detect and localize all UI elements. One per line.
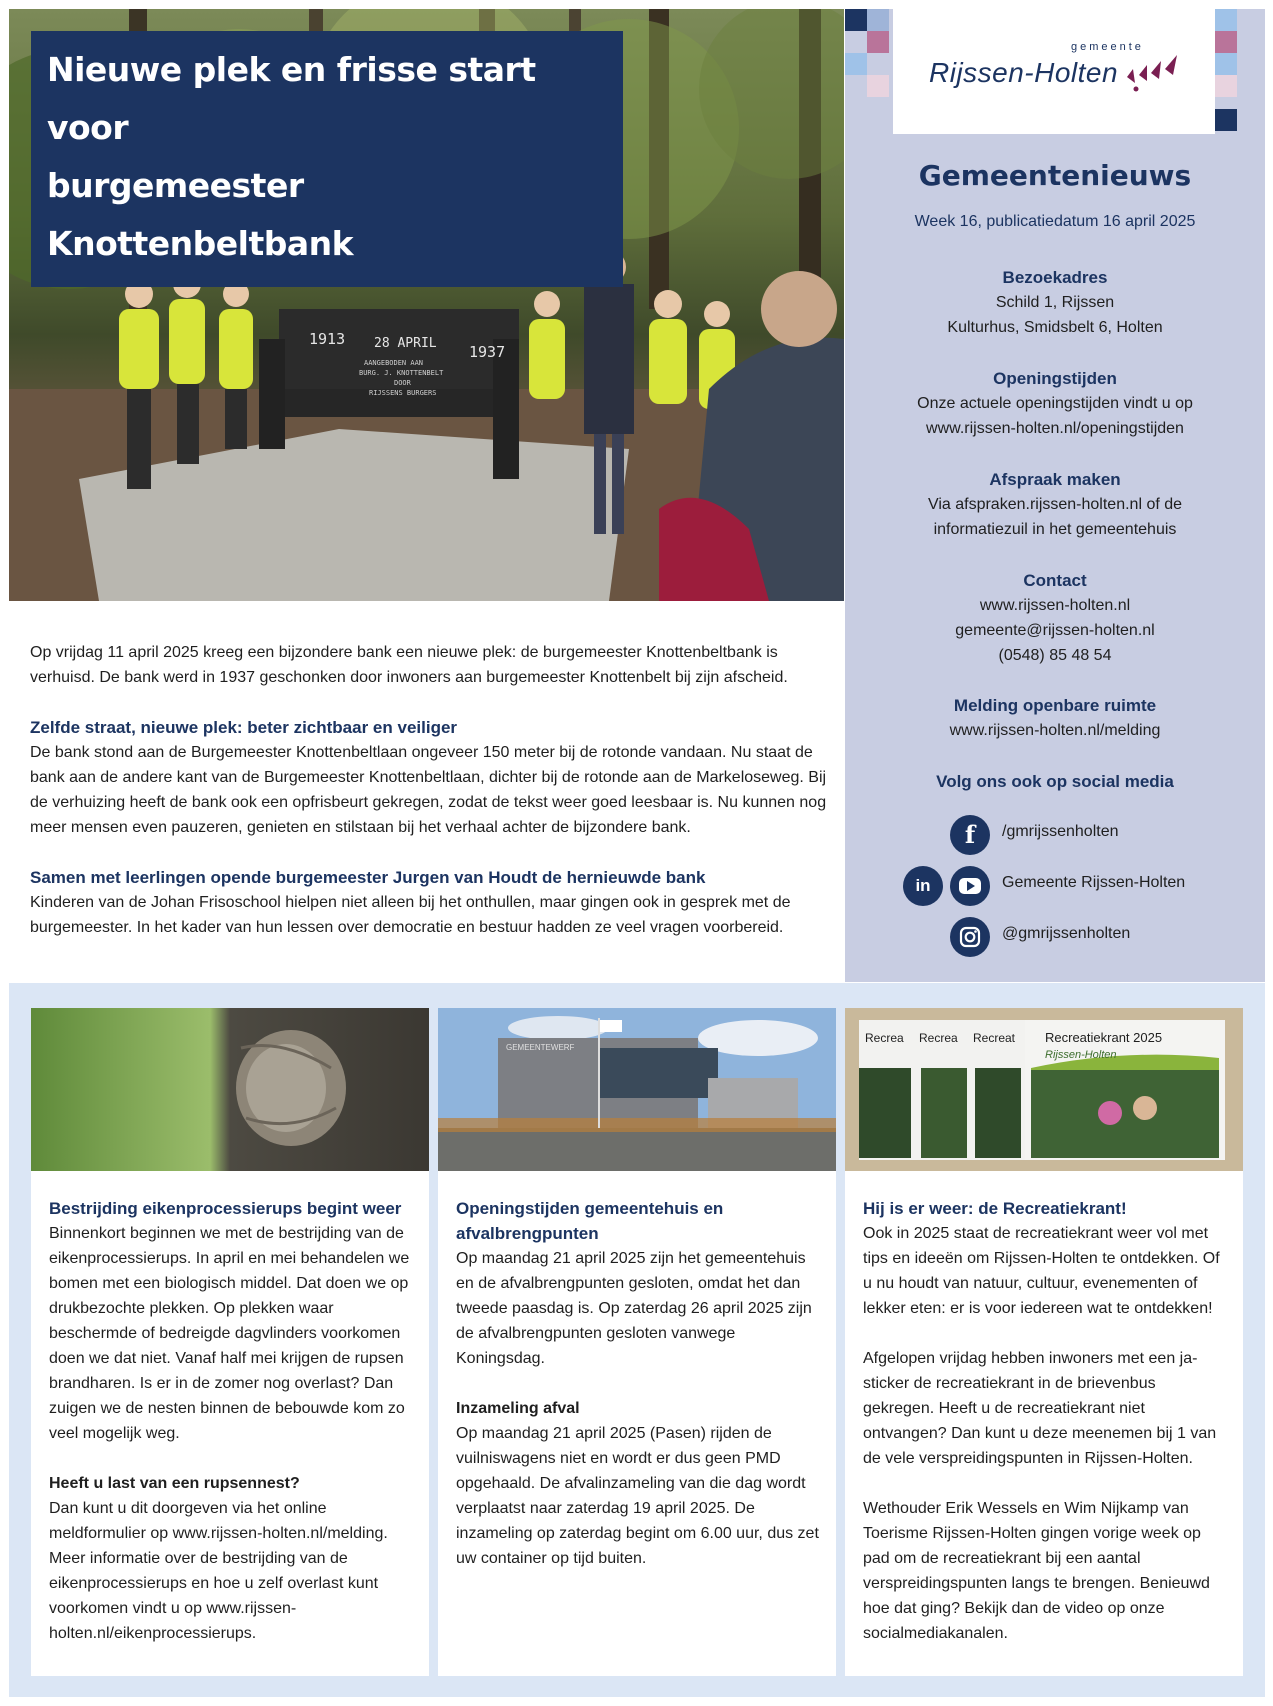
facebook-icon[interactable]: f <box>950 815 990 855</box>
main-article <box>30 640 830 965</box>
decor-square <box>1215 109 1237 131</box>
logo-main-text: Rijssen-Holten <box>929 57 1119 88</box>
photo-building-sign: GEMEENTEWERF <box>506 1043 575 1052</box>
visit-address-line: Kulturhus, Smidsbelt 6, Holten <box>947 319 1163 336</box>
bench-year-left: 1913 <box>309 330 346 348</box>
decor-square <box>1215 53 1237 75</box>
card-subheading: Inzameling afval <box>456 1400 580 1417</box>
decor-square <box>867 9 889 31</box>
social-instagram[interactable] <box>845 915 1265 959</box>
card-body <box>49 1196 417 1671</box>
youtube-linkedin-name[interactable]: Gemeente Rijssen-Holten <box>1002 874 1186 891</box>
contact <box>845 568 1265 668</box>
bench-inscription-2: BURG. J. KNOTTENBELT <box>359 369 444 377</box>
photo-stub-title: Recrea <box>919 1031 958 1045</box>
visit-address-heading: Bezoekadres <box>1002 268 1108 287</box>
opening-hours <box>845 366 1265 441</box>
card-photo-caterpillar-nest <box>31 1008 429 1171</box>
news-card-recreation-paper <box>845 1008 1243 1676</box>
social-heading-block <box>845 769 1265 794</box>
card-title: Hij is er weer: de Recreatiekrant! <box>863 1199 1127 1218</box>
publication-week: Week 16, publicatiedatum 16 april 2025 <box>914 213 1196 230</box>
social-youtube-linkedin[interactable] <box>845 864 1265 908</box>
card-subheading: Heeft u last van een rupsennest? <box>49 1475 300 1492</box>
decor-square <box>1215 31 1237 53</box>
social-heading: Volg ons ook op social media <box>936 772 1174 791</box>
card-title: Bestrijding eikenprocessierups begint weer <box>49 1199 402 1218</box>
sidebar-title: Gemeentenieuws <box>918 159 1192 192</box>
headline-line-1: Nieuwe plek en frisse start voor <box>47 50 536 147</box>
contact-website-link[interactable]: www.rijssen-holten.nl <box>979 597 1131 614</box>
contact-phone[interactable]: (0548) 85 48 54 <box>998 647 1112 664</box>
bench-year-right: 1937 <box>469 343 506 361</box>
decor-square <box>867 31 889 53</box>
public-space-report <box>845 693 1265 743</box>
visit-address <box>845 265 1265 340</box>
article-paragraph-2: Kinderen van de Johan Frisoschool hielpen niet alleen bij het onthullen, maar gingen ook in gesprek met de burgemeester. In het kader van hun lessen over democratie en bestuur hadden ze veel vragen voorbereid. <box>30 894 791 936</box>
photo-cover-title: Recreatiekrant 2025 <box>1045 1030 1163 1045</box>
bench-date: 28 APRIL <box>374 336 437 351</box>
contact-email-link[interactable]: gemeente@rijssen-holten.nl <box>955 622 1155 639</box>
appointment-heading: Afspraak maken <box>989 470 1121 489</box>
card-paragraph: Ook in 2025 staat de recreatiekrant weer vol met tips en ideeën om Rijssen-Holten te ontdekken. Of u nu houdt van natuur, cultuur, evenementen of lekker eten: er is voor iedereen wat te ontdekken! <box>863 1225 1220 1317</box>
appointment-line: Via afspraken.rijssen-holten.nl of de <box>927 496 1183 513</box>
card-paragraph: Op maandag 21 april 2025 (Pasen) rijden de vuilniswagens niet en wordt er dus geen PMD opgehaald. De afvalinzameling van die dag wordt verplaatst naar zaterdag 19 april 2025. De inzameling op zaterdag begint om 6.00 uur, dus zet uw container op tijd buiten. <box>456 1425 819 1567</box>
headline <box>31 31 623 287</box>
card-paragraph: Wethouder Erik Wessels en Wim Nijkamp van Toerisme Rijssen-Holten gingen vorige week op pad om de recreatiekrant bij een aantal verspreidingspunten langs te brengen. Benieuwd hoe dat ging? Bekijk dan de video op onze socialmediakanalen. <box>863 1500 1210 1642</box>
opening-hours-link[interactable]: www.rijssen-holten.nl/openingstijden <box>926 420 1184 437</box>
instagram-icon[interactable] <box>950 917 990 957</box>
card-photo-town-hall <box>438 1008 836 1171</box>
headline-line-2: burgemeester Knottenbeltbank <box>47 166 354 263</box>
bench-inscription-3: DOOR <box>394 379 411 387</box>
bench-inscription-4: RIJSSENS BURGERS <box>369 389 437 397</box>
hero-photo <box>9 9 844 601</box>
card-body <box>456 1196 824 1596</box>
decor-square <box>867 75 889 97</box>
card-body <box>863 1196 1231 1671</box>
card-paragraph: Binnenkort beginnen we met de bestrijding van de eikenprocessierups. In april en mei behandelen we bomen met een biologisch middel. Dat doen we op drukbezochte plekken. Op plekken waar beschermde of bedreigde dagvlinders voorkomen doen we dat niet. Vanaf half mei krijgen de rupsen brandharen. Is er in de zomer nog overlast? Dan zuigen we de nesten binnen de bebouwde kom zo veel mogelijk weg. <box>49 1225 410 1442</box>
bench-inscription-1: AANGEBODEN AAN <box>364 359 424 367</box>
news-card-opening-hours <box>438 1008 836 1676</box>
logo-mark-icon <box>1123 47 1183 97</box>
decor-square <box>845 53 867 75</box>
photo-cover-brand: Rijssen-Holten <box>1045 1049 1117 1061</box>
report-heading: Melding openbare ruimte <box>953 696 1157 715</box>
report-link[interactable]: www.rijssen-holten.nl/melding <box>949 722 1161 739</box>
decor-square <box>1215 9 1237 31</box>
visit-address-line: Schild 1, Rijssen <box>995 294 1115 311</box>
article-subheading-1: Zelfde straat, nieuwe plek: beter zichtbaar en veiliger <box>30 718 458 737</box>
decor-square <box>1215 75 1237 97</box>
logo-small-text: gemeente <box>1071 41 1144 53</box>
card-paragraph: Op maandag 21 april 2025 zijn het gemeentehuis en de afvalbrengpunten gesloten, omdat het dan tweede paasdag is. Op zaterdag 26 april 2025 zijn de afvalbrengpunten gesloten vanwege Koningsdag. <box>456 1250 812 1367</box>
opening-hours-line: Onze actuele openingstijden vindt u op <box>917 395 1193 412</box>
photo-stub-title: Recreat <box>973 1031 1016 1045</box>
decor-square <box>845 9 867 31</box>
social-facebook[interactable] <box>845 813 1265 857</box>
youtube-icon[interactable] <box>950 866 990 906</box>
sidebar <box>845 9 1265 982</box>
article-intro: Op vrijdag 11 april 2025 kreeg een bijzondere bank een nieuwe plek: de burgemeester Knottenbeltbank is verhuisd. De bank werd in 1937 geschonken door inwoners aan burgemeester Knottenbelt bij zijn afscheid. <box>30 644 788 686</box>
facebook-handle[interactable]: /gmrijssenholten <box>1002 823 1119 840</box>
instagram-handle[interactable]: @gmrijssenholten <box>1002 925 1131 942</box>
card-title: Openingstijden gemeentehuis en afvalbrengpunten <box>456 1199 724 1243</box>
card-paragraph: Afgelopen vrijdag hebben inwoners met een ja-sticker de recreatiekrant in de brievenbus gekregen. Heeft u de recreatiekrant niet ontvangen? Dan kunt u deze meenemen bij 1 van de vele verspreidingspunten in Rijssen-Holten. <box>863 1350 1217 1467</box>
opening-hours-heading: Openingstijden <box>993 369 1117 388</box>
linkedin-icon[interactable]: in <box>903 866 943 906</box>
card-paragraph: Dan kunt u dit doorgeven via het online meldformulier op www.rijssen-holten.nl/melding. Meer informatie over de bestrijding van de eikenprocessierups en hoe u zelf overlast kunt voorkomen vindt u op www.rijssen-holten.nl/eikenprocessierups. <box>49 1500 388 1642</box>
photo-stub-title: Recrea <box>865 1031 904 1045</box>
municipality-logo[interactable] <box>893 9 1215 134</box>
appointment <box>845 467 1265 542</box>
news-card-caterpillars <box>31 1008 429 1676</box>
article-subheading-2: Samen met leerlingen opende burgemeester Jurgen van Houdt de hernieuwde bank <box>30 868 706 887</box>
card-photo-recreation-paper <box>845 1008 1243 1171</box>
article-paragraph-1: De bank stond aan de Burgemeester Knottenbeltlaan ongeveer 150 meter bij de rotonde vandaan. Nu staat de bank aan de andere kant van de Burgemeester Knottenbeltlaan, dichter bij de rotonde aan de Markeloseweg. Bij de verhuizing heeft de bank ook een opfrisbeurt gekregen, zodat de tekst weer goed leesbaar is. Nu kunnen nog meer mensen even pauzeren, genieten en stilstaan bij het verhaal achter de bijzondere bank. <box>30 744 827 836</box>
appointment-line: informatiezuil in het gemeentehuis <box>933 521 1177 538</box>
contact-heading: Contact <box>1023 571 1087 590</box>
